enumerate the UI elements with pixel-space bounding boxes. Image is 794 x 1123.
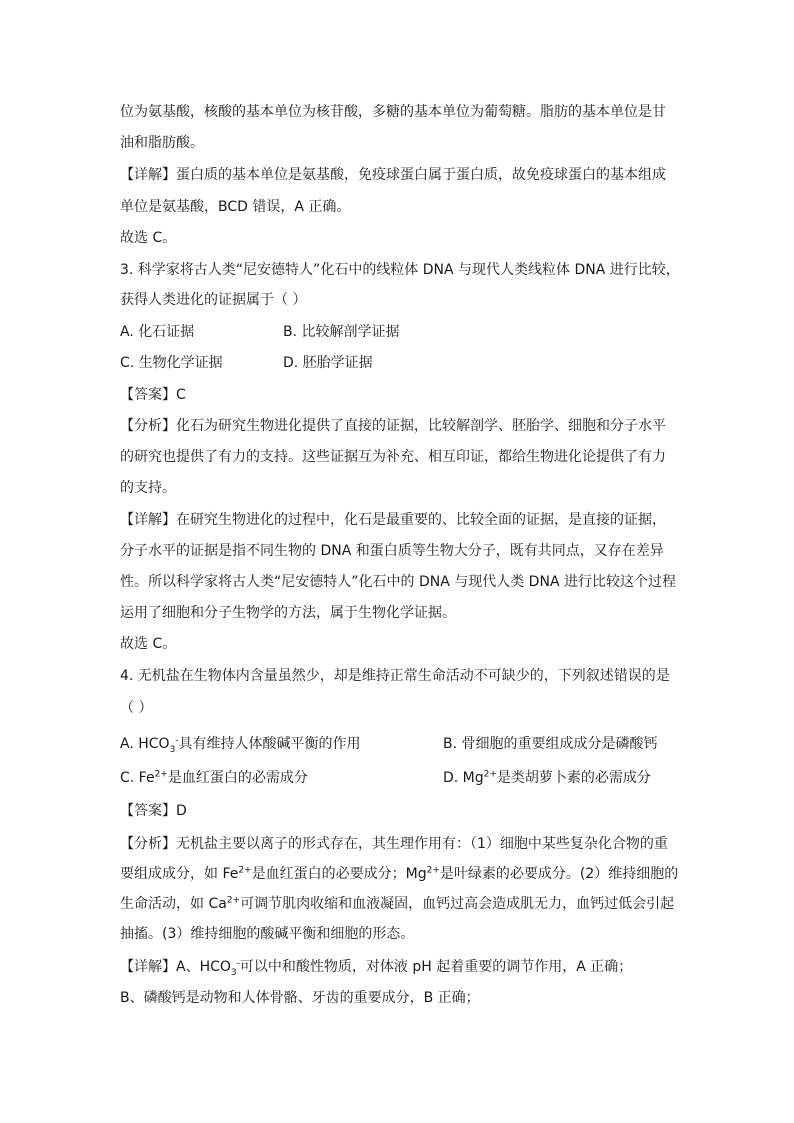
q3-option-d: D. 胚胎学证据 — [283, 355, 373, 371]
answer-label: 【答案】C — [120, 387, 186, 403]
q3-option-a: A. 化石证据 — [120, 324, 195, 340]
q4-option-b: B. 骨细胞的重要组成成分是磷酸钙 — [443, 736, 658, 752]
analysis-line: 的研究也提供了有力的支持。这些证据互为补充、相互印证，都给生物进化论提供了有力 — [120, 449, 666, 465]
detail-line: 【详解】在研究生物进化的过程中，化石是最重要的、比较全面的证据，是直接的证据， — [120, 512, 666, 528]
analysis-line: 【分析】化石为研究生物进化提供了直接的证据，比较解剖学、胚胎学、细胞和分子水平 — [120, 418, 666, 434]
text-line: 单位是氨基酸，BCD 错误，A 正确。 — [120, 199, 351, 215]
text-line: 【详解】蛋白质的基本单位是氨基酸，免疫球蛋白属于蛋白质，故免疫球蛋白的基本组成 — [120, 167, 666, 183]
detail-line: 【详解】A、$HCO_3^-$可以中和酸性物质，对体液 pH 起着重要的调节作用，A 正确； — [120, 958, 633, 978]
text-line: 故选 C。 — [120, 636, 177, 652]
analysis-line: 要组成成分，如 $Fe^{2+}$是血红蛋白的必要成分；$Mg^{2+}$是叶绿素的必要成分。(2）维持细胞的 — [120, 865, 679, 882]
text-line: 位为氨基酸，核酸的基本单位为核苷酸，多糖的基本单位为葡萄糖。脂肪的基本单位是甘 — [120, 104, 666, 120]
analysis-line: 的支持。 — [120, 480, 176, 496]
detail-line: 分子水平的证据是指不同生物的 DNA 和蛋白质等生物大分子，既有共同点，又存在差异 — [120, 543, 664, 559]
text-line: 油和脂肪酸。 — [120, 135, 204, 151]
answer-label: 【答案】D — [120, 803, 187, 819]
question-3-stem: 获得人类进化的证据属于（ ） — [120, 292, 307, 308]
question-4-stem: （ ） — [120, 700, 153, 716]
analysis-line: 生命活动，如 $Ca^{2+}$可调节肌肉收缩和血液凝固，血钙过高会造成肌无力，血钙过低会引起 — [120, 895, 675, 912]
analysis-line: 抽搐。(3）维持细胞的酸碱平衡和细胞的形态。 — [120, 926, 415, 942]
q4-option-d: D. $Mg^{2+}$是类胡萝卜素的必需成分 — [443, 769, 651, 786]
q4-option-a: A. $HCO_3^-$具有维持人体酸碱平衡的作用 — [120, 735, 361, 755]
q4-option-c: C. $Fe^{2+}$是血红蛋白的必需成分 — [120, 769, 308, 786]
question-4-stem: 4. 无机盐在生物体内含量虽然少，却是维持正常生命活动不可缺少的，下列叙述错误的是 — [120, 668, 670, 684]
text-line: 故选 C。 — [120, 230, 177, 246]
question-3-stem: 3. 科学家将古人类“尼安德特人”化石中的线粒体 DNA 与现代人类线粒体 DNA 进行比较， — [120, 262, 680, 278]
analysis-line: 【分析】无机盐主要以离子的形式存在，其生理作用有：（1）细胞中某些复杂化合物的重 — [120, 836, 668, 852]
detail-line: B、磷酸钙是动物和人体骨骼、牙齿的重要成分，B 正确； — [120, 990, 480, 1006]
q3-option-c: C. 生物化学证据 — [120, 355, 223, 371]
q3-option-b: B. 比较解剖学证据 — [283, 324, 400, 340]
detail-line: 运用了细胞和分子生物学的方法，属于生物化学证据。 — [120, 605, 456, 621]
detail-line: 性。所以科学家将古人类“尼安德特人”化石中的 DNA 与现代人类 DNA 进行比较这个过程 — [120, 574, 676, 590]
